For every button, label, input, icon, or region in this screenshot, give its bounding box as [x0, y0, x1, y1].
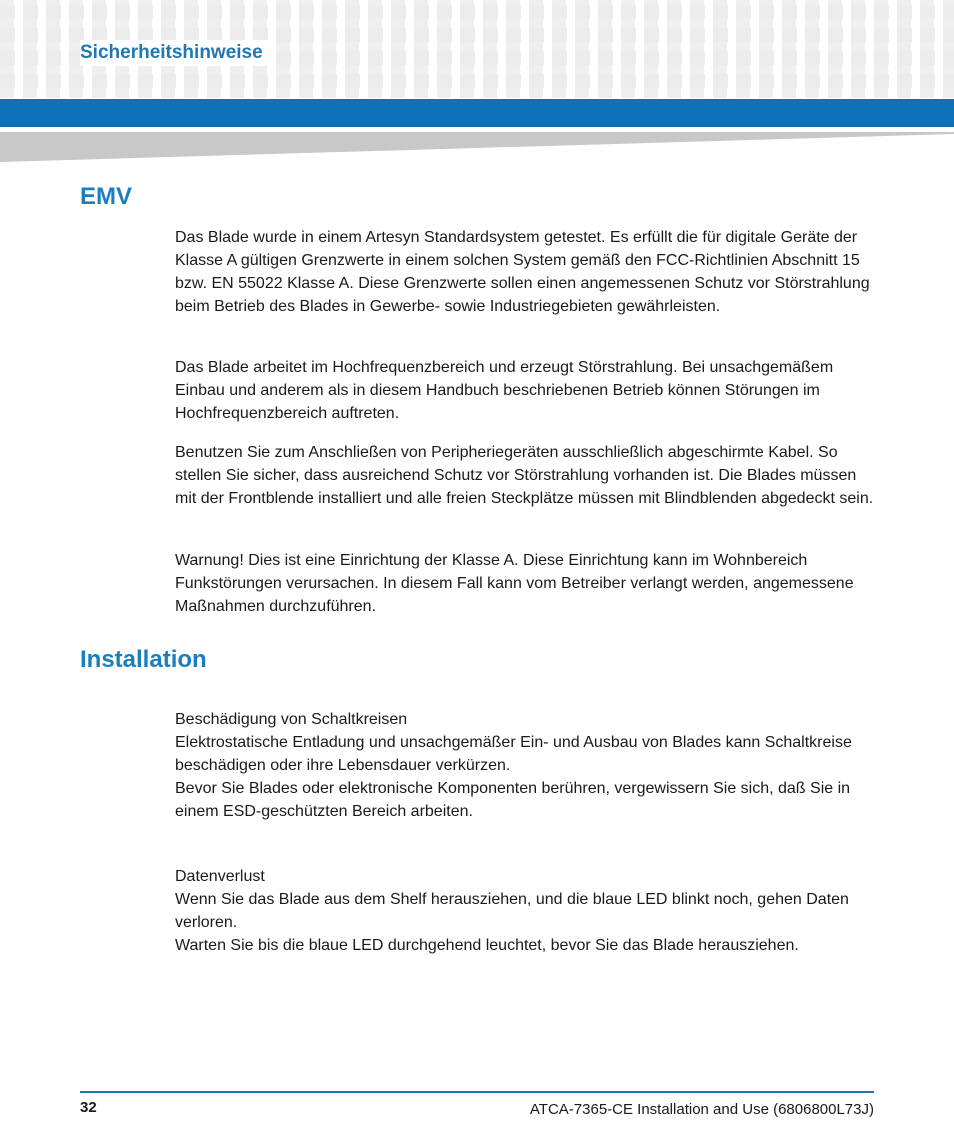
emv-warning-paragraph: Warnung! Dies ist eine Einrichtung der Klasse A. Diese Einrichtung kann im Wohnbereich Funkstörungen verursachen. In diesem Fall kann vom Betreiber verlangt werden, angemessene Maßnahmen durchzuführen. [175, 552, 854, 615]
section-heading-installation: Installation [80, 646, 207, 673]
emv-paragraph-1: Das Blade wurde in einem Artesyn Standardsystem getestet. Es erfüllt die für digitale Geräte der Klasse A gültigen Grenzwerte in einem solchen System gemäß den FCC-Richtlinien Abschnitt 15 bzw. EN 55022 Klasse A. Diese Grenzwerte sollen einen angemessenen Schutz vor Störstrahlung beim Betrieb des Blades in Gewerbe- sowie Industriegebieten gewährleisten. [175, 229, 870, 315]
notice-text: Wenn Sie das Blade aus dem Shelf herausziehen, und die blaue LED blinkt noch, gehen Daten verloren. [175, 891, 849, 931]
footer-rule [80, 1091, 874, 1093]
header-blue-bar [0, 99, 954, 127]
page-number: 32 [80, 1099, 97, 1116]
notice-title: Beschädigung von Schaltkreisen [175, 711, 408, 728]
header-gray-wedge [0, 132, 954, 162]
header-pattern-row [0, 74, 954, 88]
footer-document-title: ATCA-7365-CE Installation and Use (6806800L73J) [529, 1101, 874, 1118]
section-heading-emv: EMV [80, 183, 133, 210]
header-pattern-row [0, 5, 954, 19]
emv-paragraph-2: Das Blade arbeitet im Hochfrequenzbereich und erzeugt Störstrahlung. Bei unsachgemäßem Einbau und anderem als in diesem Handbuch beschriebenen Betrieb können Störungen im Hochfrequenzbereich auftreten. [175, 359, 834, 422]
notice-title: Datenverlust [175, 868, 265, 885]
notice-text: Warten Sie bis die blaue LED durchgehend leuchtet, bevor Sie das Blade herausziehen. [175, 937, 799, 954]
notice-text: Bevor Sie Blades oder elektronische Komponenten berühren, vergewissern Sie sich, daß Sie in einem ESD-geschützten Bereich arbeiten. [175, 780, 851, 820]
running-header-title: Sicherheitshinweise [80, 40, 269, 66]
notice-text: Elektrostatische Entladung und unsachgemäßer Ein- und Ausbau von Blades kann Schaltkreise beschädigen oder ihre Lebensdauer verkürzen. [175, 734, 852, 774]
emv-paragraph-3: Benutzen Sie zum Anschließen von Peripheriegeräten ausschließlich abgeschirmte Kabel. So stellen Sie sicher, dass ausreichend Schutz vor Störstrahlung vorhanden ist. Die Blades müssen mit der Frontblende installiert und alle freien Steckplätze müssen mit Blindblenden abgedeckt sein. [175, 444, 874, 507]
